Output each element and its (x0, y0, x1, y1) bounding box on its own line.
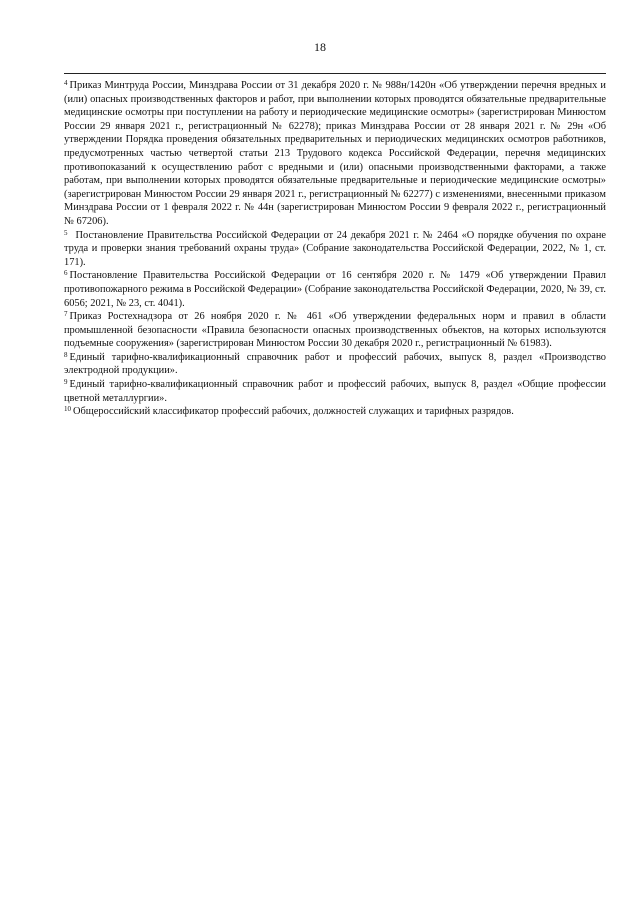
page-number: 18 (314, 40, 326, 54)
footnotes-list (64, 79, 606, 419)
footnote-4 (64, 79, 606, 229)
footnote-separator (64, 73, 606, 74)
footnote-mark: 5 (64, 228, 68, 237)
footnote-text: Общероссийский классификатор профессий рабочих, должностей служащих и тарифных разрядов. (73, 406, 514, 418)
footnote-text: Постановление Правительства Российской Федерации от 16 сентября 2020 г. № 1479 «Об утверждении Правил противопожарного режима в Российской Федерации» (Собрание законодательства Российской Федерации, 2020, № 39, ст. 6056; 2021, № 23, ст. 4041). (64, 270, 606, 309)
footnote-8 (64, 351, 606, 378)
footnote-mark: 8 (64, 350, 68, 359)
footnote-mark: 10 (64, 405, 71, 414)
footnote-text: Единый тарифно-квалификационный справочник работ и профессий рабочих, выпуск 8, раздел «Производство электродной продукции». (64, 351, 606, 377)
footnote-text: Приказ Ростехнадзора от 26 ноября 2020 г. № 461 «Об утверждении федеральных норм и правил в области промышленной безопасности «Правила безопасности опасных производственных объектов, на которых используются подъемные сооружения» (зарегистрирован Минюстом России 30 декабря 2020 г., регистрационный № 61983). (64, 311, 606, 350)
footnote-mark: 9 (64, 378, 68, 387)
footnote-5 (64, 229, 606, 270)
footnote-7 (64, 310, 606, 351)
footnote-10 (64, 405, 606, 419)
footnote-mark: 4 (64, 79, 68, 87)
footnote-text: Единый тарифно-квалификационный справочник работ и профессий рабочих, выпуск 8, раздел «Общие профессии цветной металлургии». (64, 379, 606, 404)
footnote-mark: 6 (64, 269, 68, 278)
footnote-9 (64, 378, 606, 405)
footnote-6 (64, 269, 606, 310)
footnote-text: Приказ Минтруда России, Минздрава России от 31 декабря 2020 г. № 988н/1420н «Об утверждении перечня вредных и (или) опасных производственных факторов и работ, при выполнении которых проводятся обязательные предварительные медицинские осмотры при поступлении на работу и периодические медицинские осмотры» (зарегистрирован Минюстом России 29 января 2021 г., регистрационный № 62278); приказ Минздрава России от 28 января 2021 г. № 29н «Об утверждении Порядка проведения обязательных предварительных и периодических медицинских осмотров работников, предусмотренных частью четвертой статьи 213 Трудового кодекса Российской Федерации, перечня медицинских противопоказаний к осуществлению работ с вредными и (или) опасными производственными факторами, а также работам, при выполнении которых проводятся обязательные предварительные и периодические медицинские осмотры» (зарегистрирован Минюстом России 29 января 2021 г., регистрационный № 62277) с изменениями, внесенными приказом Минздрава России от 1 февраля 2022 г. № 44н (зарегистрирован Минюстом России 9 февраля 2022 г., регистрационный № 67206). (64, 80, 606, 227)
footnote-text: Постановление Правительства Российской Федерации от 24 декабря 2021 г. № 2464 «О порядке обучения по охране труда и проверки знания требований охраны труда» (Собрание законодательства Российской Федерации, 2022, № 1, ст. 171). (64, 229, 606, 268)
footnote-mark: 7 (64, 310, 68, 319)
